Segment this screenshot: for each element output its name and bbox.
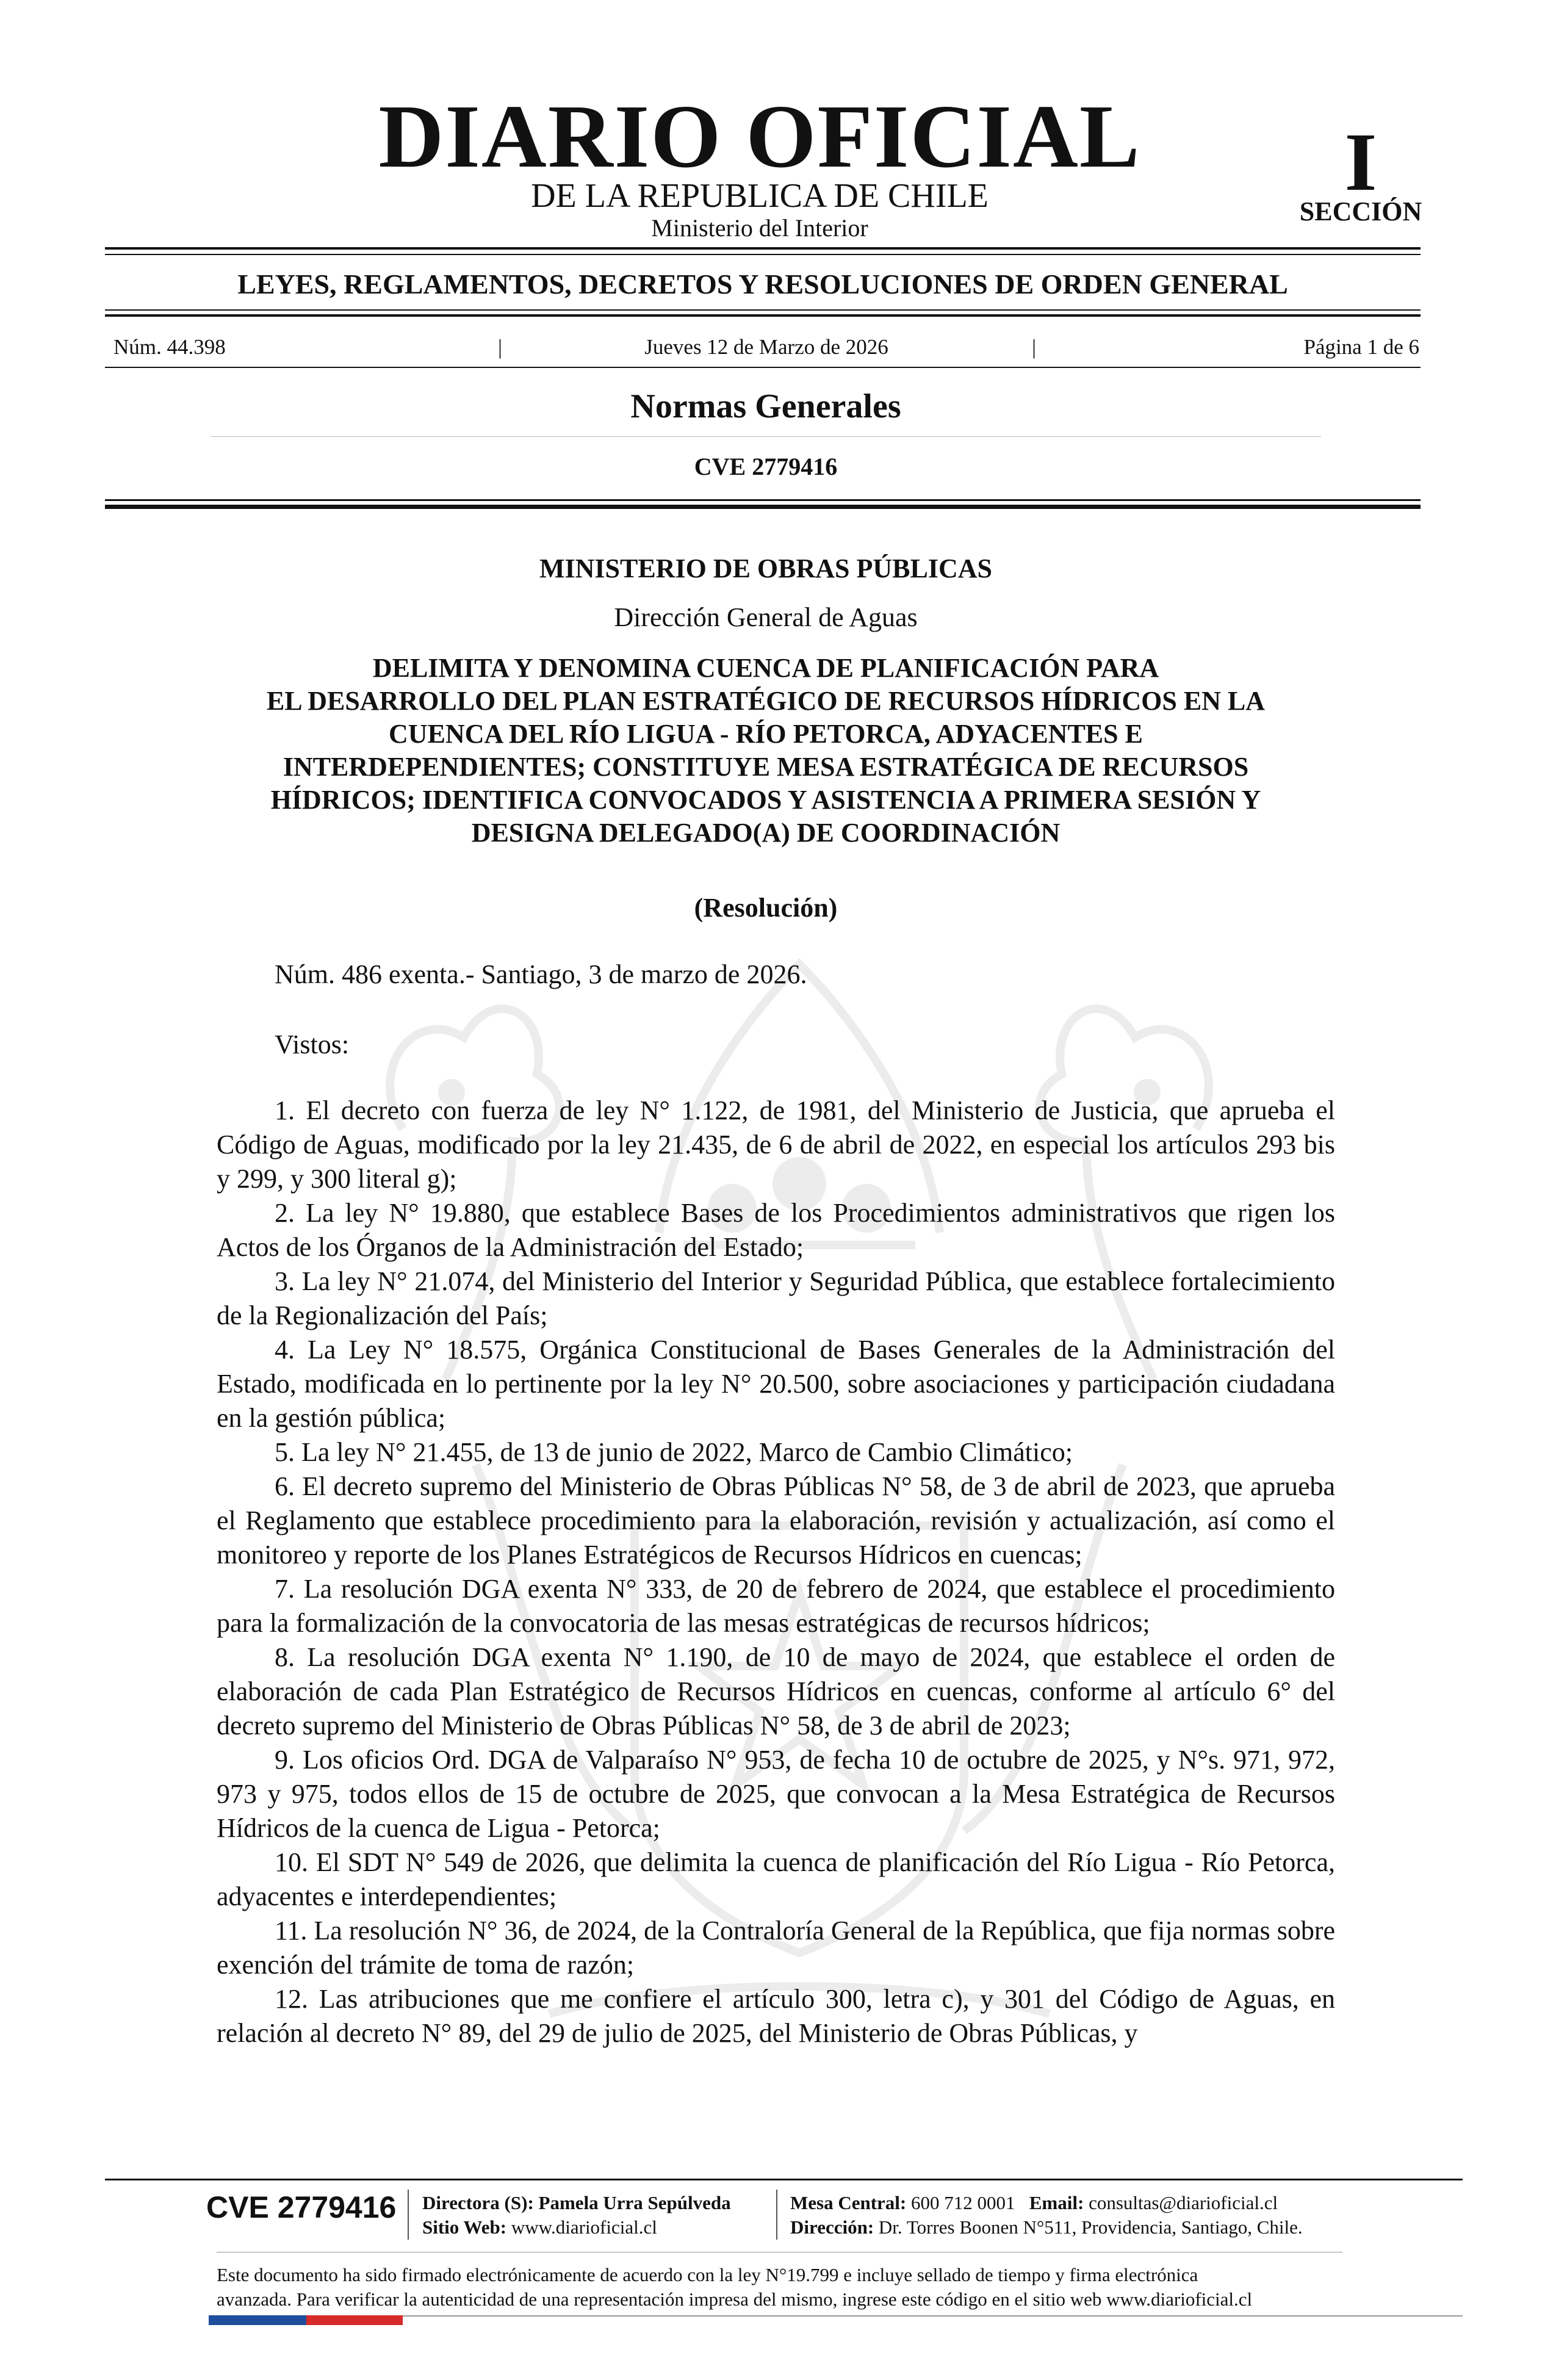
document-type: (Resolución) xyxy=(694,893,838,923)
flag-stripe-blue xyxy=(209,2315,306,2325)
list-item: 12. Las atribuciones que me confiere el artículo 300, letra c), y 301 del Código de Aguas, en relación al decreto N° 89, del 29 de julio de 2025, del Ministerio de Obras Públicas, y xyxy=(217,1984,1335,2048)
website-label: Sitio Web: xyxy=(422,2216,507,2238)
vistos-heading: Vistos: xyxy=(275,1030,350,1059)
section-heading: Normas Generales xyxy=(630,388,901,425)
phone-number: 600 712 0001 xyxy=(911,2192,1015,2213)
section-label: SECCIÓN xyxy=(1299,197,1422,226)
cve-heading: CVE 2779416 xyxy=(694,453,838,480)
issue-number: Núm. 44.398 xyxy=(113,335,226,359)
flag-stripe-red xyxy=(306,2315,403,2325)
divider xyxy=(105,254,1421,255)
list-item: 6. El decreto supremo del Ministerio de Obras Públicas N° 58, de 3 de abril de 2023, que aprueba el Reglamento que establece procedimiento para la elaboración, revisión y actualización, así como el monitoreo y reporte de los Planes Estratégicos de Recursos Hídricos en cuencas; xyxy=(217,1471,1335,1570)
divider xyxy=(105,505,1421,509)
banner: LEYES, REGLAMENTOS, DECRETOS Y RESOLUCIONES DE ORDEN GENERAL xyxy=(237,269,1288,300)
list-item: 11. La resolución N° 36, de 2024, de la Contraloría General de la República, que fija normas sobre exención del trámite de toma de razón; xyxy=(217,1916,1335,1980)
title-line: EL DESARROLLO DEL PLAN ESTRATÉGICO DE RECURSOS HÍDRICOS EN LA xyxy=(266,686,1266,716)
divider xyxy=(776,2190,777,2240)
email-label: Email: xyxy=(1029,2192,1084,2213)
divider xyxy=(105,367,1421,368)
list-item: 2. La ley N° 19.880, que establece Bases de los Procedimientos administrativos que rigen los Actos de los Órganos de la Administración del Estado; xyxy=(217,1198,1335,1262)
list-item: 10. El SDT N° 549 de 2026, que delimita la cuenca de planificación del Río Ligua - Río Petorca, adyacentes e interdependientes; xyxy=(217,1847,1335,1911)
issue-info-bar xyxy=(113,334,1419,361)
footer-divider xyxy=(105,2179,1463,2180)
masthead-title: DIARIO OFICIAL xyxy=(378,87,1141,187)
vistos-list xyxy=(217,1094,1335,2050)
page-number: Página 1 de 6 xyxy=(1303,335,1419,359)
title-line: DELIMITA Y DENOMINA CUENCA DE PLANIFICACIÓN PARA xyxy=(372,653,1159,683)
list-item: 4. La Ley N° 18.575, Orgánica Constitucional de Bases Generales de la Administración del Estado, modificada en lo pertinente por la ley N° 20.500, sobre asociaciones y participación ciudadana en la gestión pública; xyxy=(217,1335,1335,1433)
website-link[interactable]: www.diarioficial.cl xyxy=(511,2216,657,2238)
director-label: Directora (S): xyxy=(422,2192,534,2213)
title-line: DESIGNA DELEGADO(A) DE COORDINACIÓN xyxy=(471,818,1061,848)
signature-note xyxy=(217,2263,1342,2312)
issue-date: Jueves 12 de Marzo de 2026 xyxy=(644,335,888,359)
title-line: HÍDRICOS; IDENTIFICA CONVOCADOS Y ASISTENCIA A PRIMERA SESIÓN Y xyxy=(270,785,1261,815)
divider xyxy=(408,2190,409,2240)
resolution-intro: Núm. 486 exenta.- Santiago, 3 de marzo de 2026. xyxy=(275,959,807,989)
title-line: CUENCA DEL RÍO LIGUA - RÍO PETORCA, ADYACENTES E xyxy=(389,719,1143,749)
separator: | xyxy=(1032,335,1037,359)
divider xyxy=(105,499,1421,501)
divider xyxy=(105,247,1421,250)
divider xyxy=(105,314,1421,317)
email-link[interactable]: consultas@diarioficial.cl xyxy=(1089,2192,1278,2213)
title-line: INTERDEPENDIENTES; CONSTITUYE MESA ESTRATÉGICA DE RECURSOS xyxy=(283,752,1249,782)
note-line: Este documento ha sido firmado electrónicamente de acuerdo con la ley N°19.799 e incluye sellado de tiempo y firma electrónica xyxy=(217,2264,1198,2285)
list-item: 7. La resolución DGA exenta N° 333, de 20 de febrero de 2024, que establece el procedimiento para la formalización de la convocatoria de las mesas estratégicas de recursos hídricos; xyxy=(217,1574,1335,1638)
note-line: avanzada. Para verificar la autenticidad de una representación impresa del mismo, ingrese este código en el sitio web www.diarioficial.cl xyxy=(217,2288,1253,2310)
document-title xyxy=(214,652,1318,849)
footer-contact-block xyxy=(790,2191,1303,2240)
document-direction: Dirección General de Aguas xyxy=(614,602,918,632)
list-item: 5. La ley N° 21.455, de 13 de junio de 2022, Marco de Cambio Climático; xyxy=(275,1437,1073,1467)
footer-cve-code: CVE 2779416 xyxy=(206,2190,397,2224)
document-ministry: MINISTERIO DE OBRAS PÚBLICAS xyxy=(539,554,993,583)
list-item: 9. Los oficios Ord. DGA de Valparaíso N° 953, de fecha 10 de octubre de 2025, y N°s. 971, 972, 973 y 975, todos ellos de 15 de octubre de 2025, que convocan a la Mesa Estratégica de Recursos Hídricos de la cuenca de Ligua - Petorca; xyxy=(217,1745,1335,1843)
section-number: I xyxy=(1344,117,1377,208)
divider xyxy=(211,436,1321,437)
director-name: Pamela Urra Sepúlveda xyxy=(538,2192,731,2213)
address-label: Dirección: xyxy=(790,2216,874,2238)
address: Dr. Torres Boonen N°511, Providencia, Santiago, Chile. xyxy=(878,2216,1303,2238)
divider xyxy=(105,309,1421,311)
list-item: 1. El decreto con fuerza de ley N° 1.122, de 1981, del Ministerio de Justicia, que aprueba el Código de Aguas, modificado por la ley 21.435, de 6 de abril de 2022, en especial los artículos 293 bis y 299, y 300 literal g); xyxy=(217,1095,1335,1194)
list-item: 8. La resolución DGA exenta N° 1.190, de 10 de mayo de 2024, que establece el orden de elaboración de cada Plan Estratégico de Recursos Hídricos en cuencas, conforme al artículo 6° del decreto supremo del Ministerio de Obras Públicas N° 58, de 3 de abril de 2023; xyxy=(217,1642,1335,1740)
footer-director-block xyxy=(422,2191,731,2240)
masthead-ministry: Ministerio del Interior xyxy=(651,214,868,242)
masthead-subtitle: DE LA REPUBLICA DE CHILE xyxy=(531,177,989,215)
list-item: 3. La ley N° 21.074, del Ministerio del Interior y Seguridad Pública, que establece fortalecimiento de la Regionalización del País; xyxy=(217,1266,1335,1330)
separator: | xyxy=(498,335,503,359)
phone-label: Mesa Central: xyxy=(790,2192,907,2213)
